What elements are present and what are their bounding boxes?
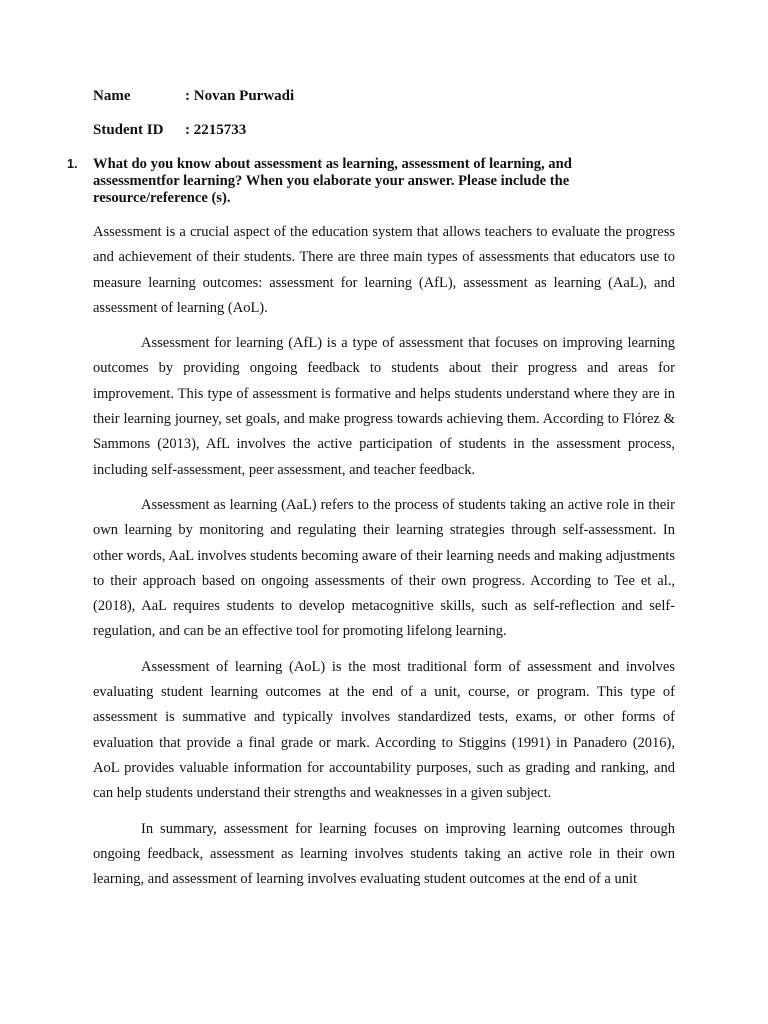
question-number: 1.	[67, 157, 78, 171]
question-text: What do you know about assessment as learning, assessment of learning, and assessmentfor learning? When you elaborate your answer. Please include the resource/reference (s).	[93, 156, 572, 206]
name-label: Name	[93, 88, 131, 104]
student-id-value: : 2215733	[185, 122, 247, 138]
paragraph-aol: Assessment of learning (AoL) is the most traditional form of assessment and involves evaluating student learning outcomes at the end of a unit, course, or program. This type of assessment is summative and typically involves standardized tests, exams, or other forms of evaluation that provide a final grade or mark. According to Stiggins (1991) in Panadero (2016), AoL provides valuable information for accountability purposes, such as grading and ranking, and can help students understand their strengths and weaknesses in a given subject.	[93, 658, 675, 802]
name-row	[93, 87, 294, 105]
question-block	[67, 156, 627, 207]
student-id-label: Student ID	[93, 122, 164, 138]
paragraph-afl: Assessment for learning (AfL) is a type of assessment that focuses on improving learning outcomes by providing ongoing feedback to students about their progress and areas for improvement. This type of assessment is formative and helps students understand where they are in their learning journey, set goals, and make progress towards achieving them. According to Flórez & Sammons (2013), AfL involves the active participation of students in the assessment process, including self-assessment, peer assessment, and teacher feedback.	[93, 335, 675, 478]
paragraph-summary: In summary, assessment for learning focuses on improving learning outcomes through ongoing feedback, assessment as learning involves students taking an active role in their own learning, and assessment of learning involves evaluating student outcomes at the end of a unit	[93, 820, 675, 888]
answer-body	[93, 220, 675, 902]
name-value: : Novan Purwadi	[185, 88, 295, 104]
paragraph-aal: Assessment as learning (AaL) refers to the process of students taking an active role in their own learning by monitoring and regulating their learning strategies through self-assessment. In other words, AaL involves students becoming aware of their learning needs and making adjustments to their approach based on ongoing assessments of their own progress. According to Tee et al., (2018), AaL requires students to develop metacognitive skills, such as self-reflection and self-regulation, and can be an effective tool for promoting lifelong learning.	[93, 496, 675, 640]
student-id-row	[93, 121, 246, 139]
paragraph-intro: Assessment is a crucial aspect of the education system that allows teachers to evaluate the progress and achievement of their students. There are three main types of assessments that educators use to measure learning outcomes: assessment for learning (AfL), assessment as learning (AaL), and assessment of learning (AoL).	[93, 224, 675, 316]
